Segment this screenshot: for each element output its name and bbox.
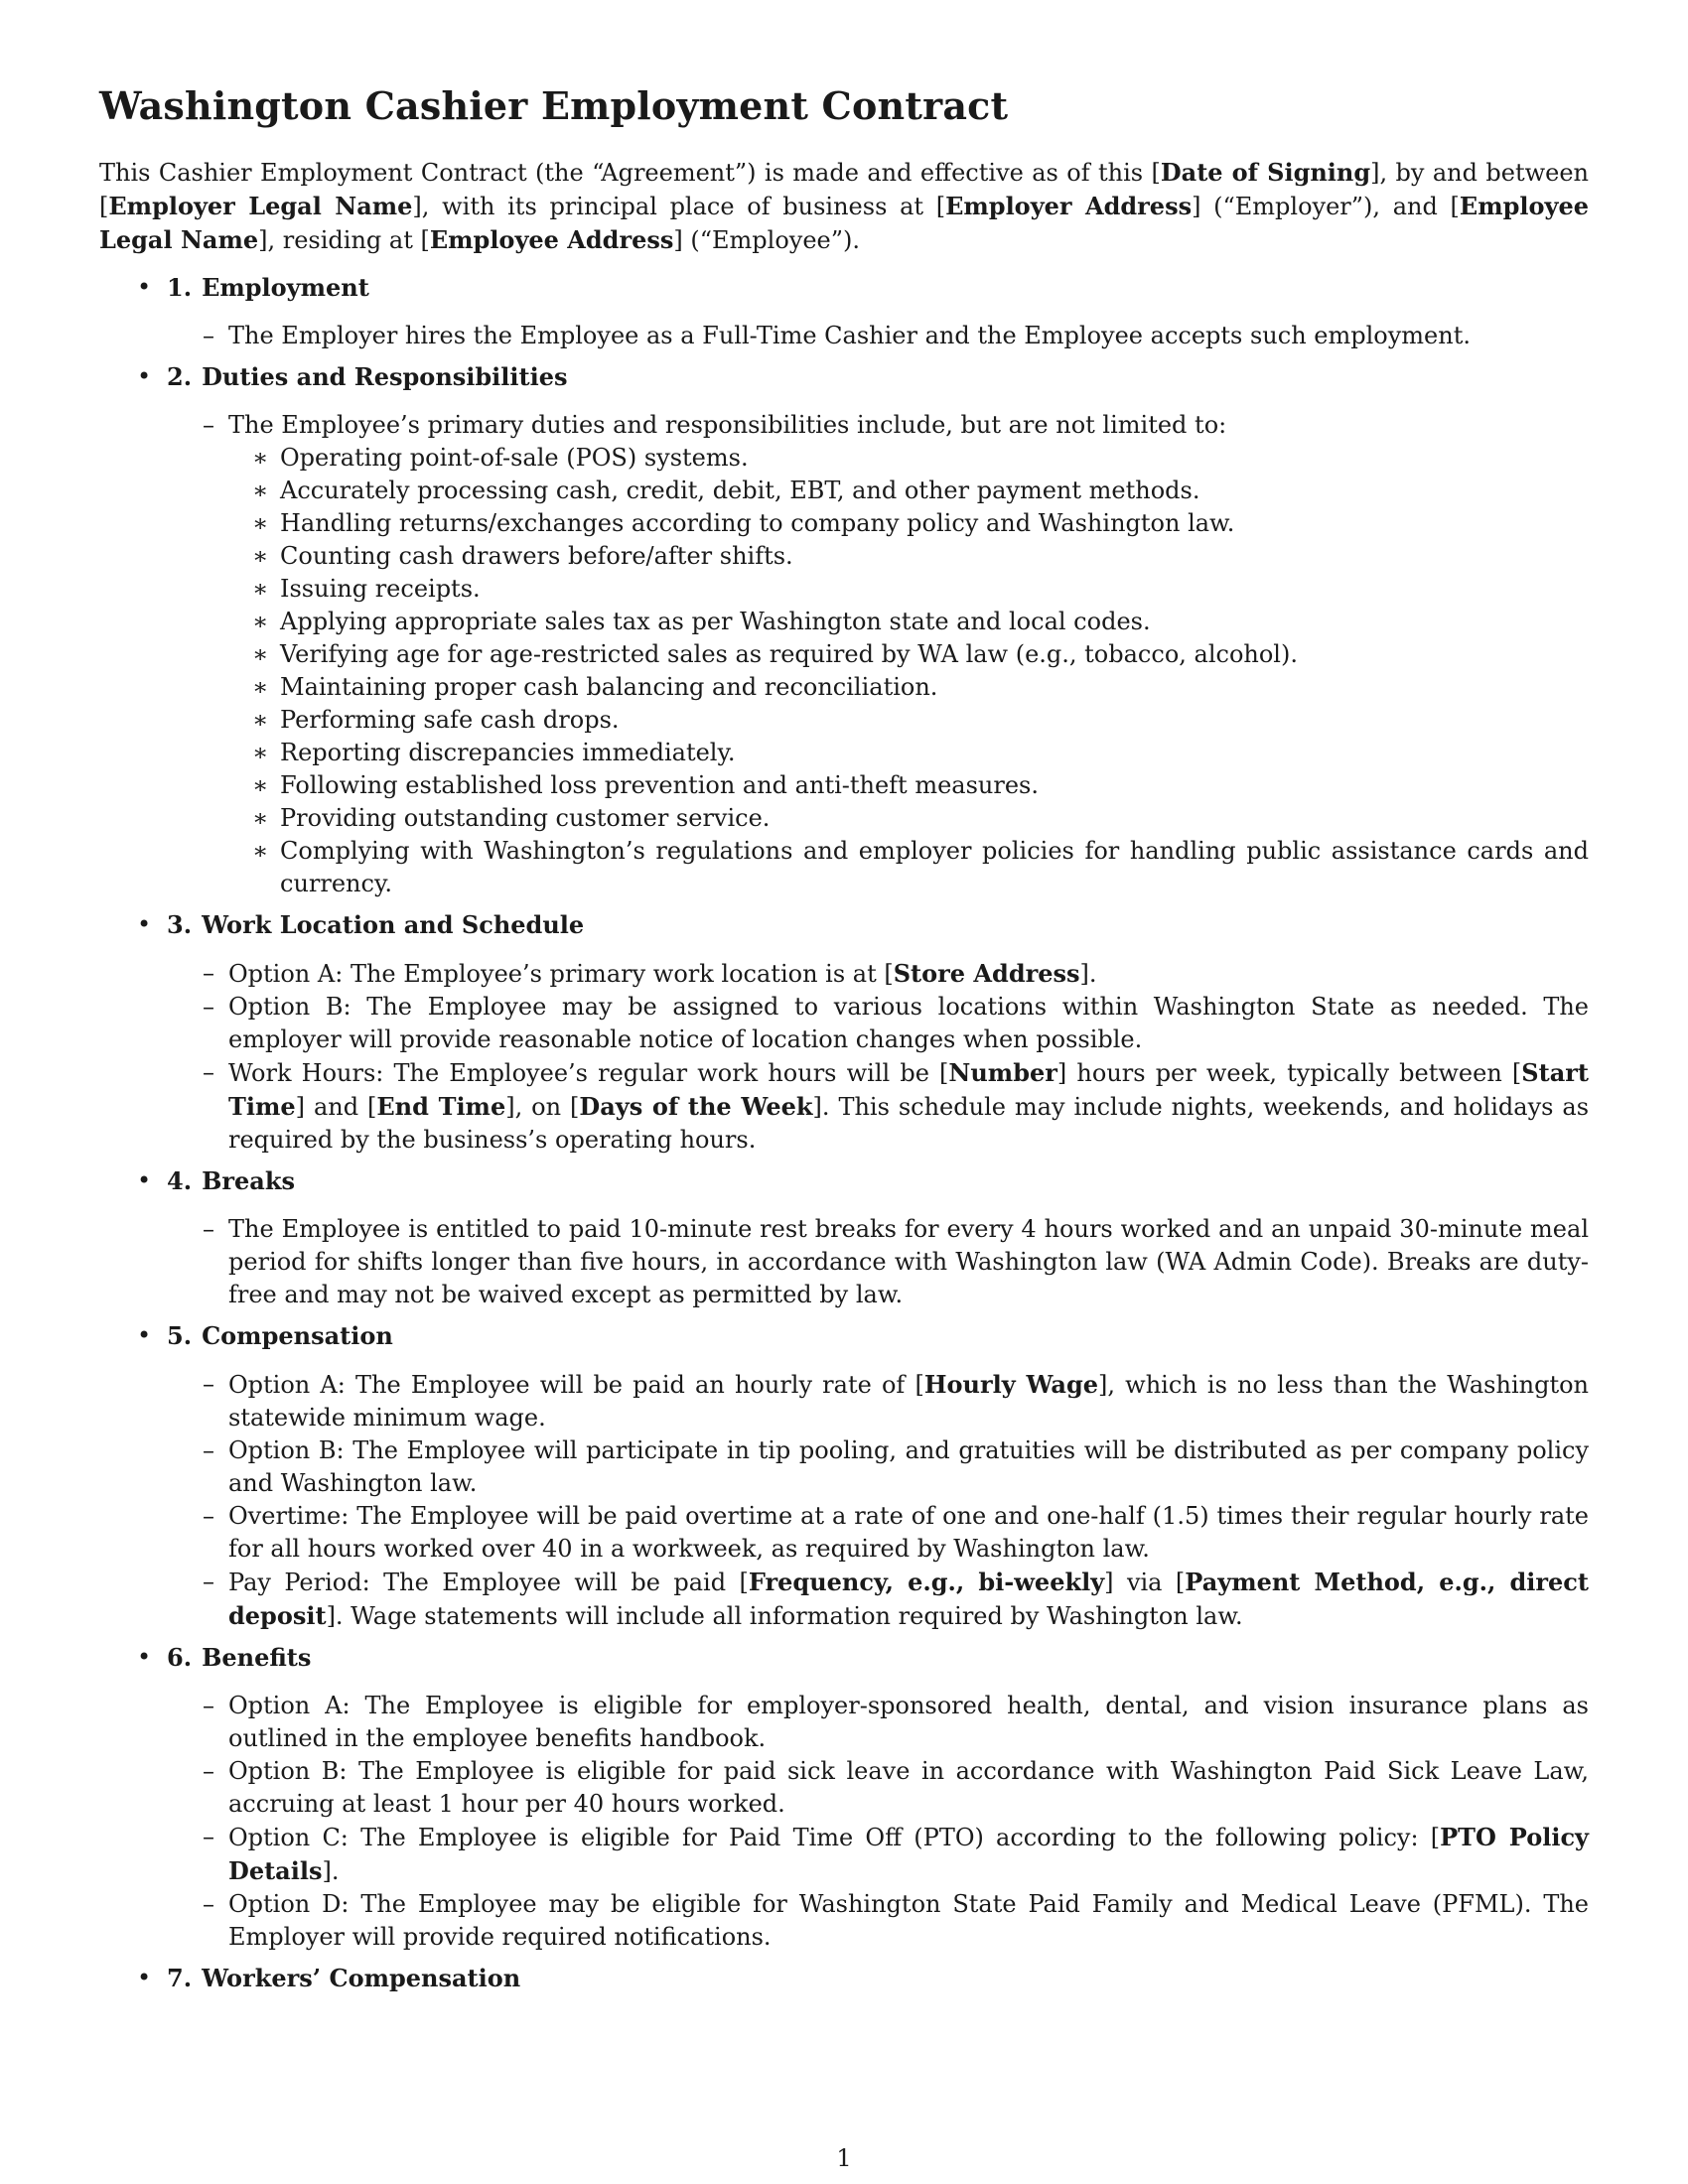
intro-text: This Cashier Employment Contract (the “Agreement”) is made and effective as of this [	[99, 159, 1161, 187]
duty-item: ∗ Applying appropriate sales tax as per Washington state and local codes.	[228, 606, 1589, 638]
list-item: – Option D: The Employee may be eligible for Washington State Paid Family and Medical Leave (PFML). The Employer will provide required notifications.	[167, 1888, 1589, 1954]
section-heading	[167, 908, 1589, 941]
section-items	[167, 1690, 1589, 1954]
list-item	[167, 1368, 1589, 1434]
list-item: – Overtime: The Employee will be paid overtime at a rate of one and one-half (1.5) times their regular hourly rate for all hours worked over 40 in a workweek, as required by Washington law.	[167, 1500, 1589, 1566]
duty-item: ∗ Following established loss prevention and anti-theft measures.	[228, 769, 1589, 802]
section-items	[167, 1213, 1589, 1311]
document-page	[99, 83, 1589, 2010]
section-heading	[167, 1641, 1589, 1674]
duty-item: ∗ Complying with Washington’s regulations and employer policies for handling public assistance cards and currency.	[228, 835, 1589, 900]
list-item-text: ], on [	[505, 1093, 580, 1121]
list-item: – Option B: The Employee is eligible for paid sick leave in accordance with Washington Paid Sick Leave Law, accruing at least 1 hour per 40 hours worked.	[167, 1755, 1589, 1821]
section-heading	[167, 271, 1589, 304]
list-item	[167, 1566, 1589, 1633]
section-items	[167, 957, 1589, 1157]
duties-sublist	[228, 442, 1589, 900]
list-item-text: ]. This schedule may include nights, weekends, and holidays as required by the business’s operating hours.	[228, 1093, 1590, 1154]
section-items	[167, 409, 1589, 900]
list-item: – The Employer hires the Employee as a Full-Time Cashier and the Employee accepts such employment.	[167, 320, 1589, 352]
list-item: – Option B: The Employee will participate in tip pooling, and gratuities will be distributed as per company policy and Washington law.	[167, 1434, 1589, 1500]
list-item-text: ].	[322, 1857, 340, 1885]
section-compensation	[99, 1319, 1589, 1633]
list-item: – Option A: The Employee is eligible for employer-sponsored health, dental, and vision insurance plans as outlined in the employee benefits handbook.	[167, 1690, 1589, 1755]
duty-item: ∗ Counting cash drawers before/after shifts.	[228, 540, 1589, 573]
end-time-placeholder: End Time	[376, 1092, 506, 1121]
duty-item: ∗ Reporting discrepancies immediately.	[228, 737, 1589, 769]
section-items	[167, 320, 1589, 352]
list-item-text: Pay Period: The Employee will be paid [	[228, 1569, 749, 1596]
section-number: 1.	[167, 273, 193, 302]
duty-item: ∗ Accurately processing cash, credit, debit, EBT, and other payment methods.	[228, 475, 1589, 507]
list-item	[167, 1056, 1589, 1157]
section-number: 4.	[167, 1166, 193, 1195]
list-item-text: Option C: The Employee is eligible for Paid Time Off (PTO) according to the following policy: [	[228, 1824, 1441, 1851]
section-number: 3.	[167, 910, 193, 939]
section-employment	[99, 271, 1589, 352]
employee-address-placeholder: Employee Address	[429, 225, 674, 254]
list-item: – Option B: The Employee may be assigned to various locations within Washington State as needed. The employer will provide reasonable notice of location changes when possible.	[167, 991, 1589, 1056]
list-item-text: ], which is no less than the Washington statewide minimum wage.	[228, 1371, 1589, 1432]
section-number: 2.	[167, 362, 193, 391]
start-time-placeholder: Start Time	[228, 1058, 1589, 1121]
section-number: 5.	[167, 1321, 193, 1350]
section-workers-compensation	[99, 1962, 1589, 1994]
section-breaks	[99, 1164, 1589, 1311]
section-heading	[167, 360, 1589, 393]
list-item-text: ] hours per week, typically between [	[1056, 1059, 1522, 1087]
hours-number-placeholder: Number	[948, 1058, 1057, 1087]
payment-method-placeholder: Payment Method, e.g., direct deposit	[228, 1568, 1590, 1630]
list-item-text: ] and [	[295, 1093, 377, 1121]
list-item-text: Option A: The Employee’s primary work location is at [	[228, 960, 894, 988]
section-heading	[167, 1164, 1589, 1197]
section-title: Breaks	[202, 1166, 295, 1195]
list-item-text: Option A: The Employee will be paid an hourly rate of [	[228, 1371, 924, 1399]
section-number: 6.	[167, 1643, 193, 1672]
days-placeholder: Days of the Week	[579, 1092, 813, 1121]
store-address-placeholder: Store Address	[893, 959, 1080, 988]
section-title: Work Location and Schedule	[202, 910, 585, 939]
list-item	[167, 409, 1589, 900]
section-number: 7.	[167, 1964, 193, 1992]
duty-item: ∗ Providing outstanding customer service.	[228, 802, 1589, 835]
duty-item: ∗ Handling returns/exchanges according to company policy and Washington law.	[228, 507, 1589, 540]
sections-list	[99, 271, 1589, 1994]
section-title: Workers’ Compensation	[202, 1964, 521, 1992]
duty-item: ∗ Performing safe cash drops.	[228, 704, 1589, 737]
hourly-wage-placeholder: Hourly Wage	[923, 1370, 1099, 1399]
section-title: Employment	[202, 273, 369, 302]
intro-text: ], residing at [	[258, 226, 430, 254]
duty-item: ∗ Verifying age for age-restricted sales as required by WA law (e.g., tobacco, alcohol).	[228, 638, 1589, 671]
list-item-text: The Employee’s primary duties and responsibilities include, but are not limited to:	[228, 411, 1227, 439]
employer-address-placeholder: Employer Address	[945, 192, 1193, 220]
intro-text: ] (“Employer”), and [	[1192, 193, 1460, 220]
page-number: 1	[836, 2144, 852, 2172]
section-title: Compensation	[202, 1321, 393, 1350]
list-item	[167, 1821, 1589, 1888]
employee-name-placeholder: Employee Legal Name	[99, 192, 1589, 254]
list-item-text: ]. Wage statements will include all information required by Washington law.	[326, 1602, 1243, 1630]
intro-text: ] (“Employee”).	[673, 226, 861, 254]
pto-policy-placeholder: PTO Policy Details	[228, 1823, 1589, 1885]
section-items	[167, 1368, 1589, 1633]
section-title: Duties and Responsibilities	[202, 362, 568, 391]
intro-text: ], by and between [	[99, 159, 1590, 220]
duty-item: ∗ Issuing receipts.	[228, 573, 1589, 606]
section-work-location	[99, 908, 1589, 1157]
section-title: Benefits	[202, 1643, 312, 1672]
list-item: – The Employee is entitled to paid 10-minute rest breaks for every 4 hours worked and an unpaid 30-minute meal period for shifts longer than five hours, in accordance with Washington law (WA Admin Code). Breaks are duty-free and may not be waived except as permitted by law.	[167, 1213, 1589, 1311]
list-item-text: ].	[1079, 960, 1097, 988]
list-item-text: Work Hours: The Employee’s regular work hours will be [	[228, 1059, 949, 1087]
section-heading	[167, 1319, 1589, 1352]
pay-frequency-placeholder: Frequency, e.g., bi-weekly	[748, 1568, 1105, 1596]
document-title: Washington Cashier Employment Contract	[99, 83, 1009, 128]
intro-paragraph	[99, 156, 1589, 257]
employer-name-placeholder: Employer Legal Name	[108, 192, 413, 220]
duty-item: ∗ Maintaining proper cash balancing and reconciliation.	[228, 671, 1589, 704]
section-benefits	[99, 1641, 1589, 1954]
list-item	[167, 957, 1589, 991]
duty-item: ∗ Operating point-of-sale (POS) systems.	[228, 442, 1589, 475]
list-item-text: ] via [	[1104, 1569, 1186, 1596]
date-placeholder: Date of Signing	[1160, 158, 1371, 187]
section-heading	[167, 1962, 1589, 1994]
section-duties	[99, 360, 1589, 900]
intro-text: ], with its principal place of business at [	[412, 193, 946, 220]
